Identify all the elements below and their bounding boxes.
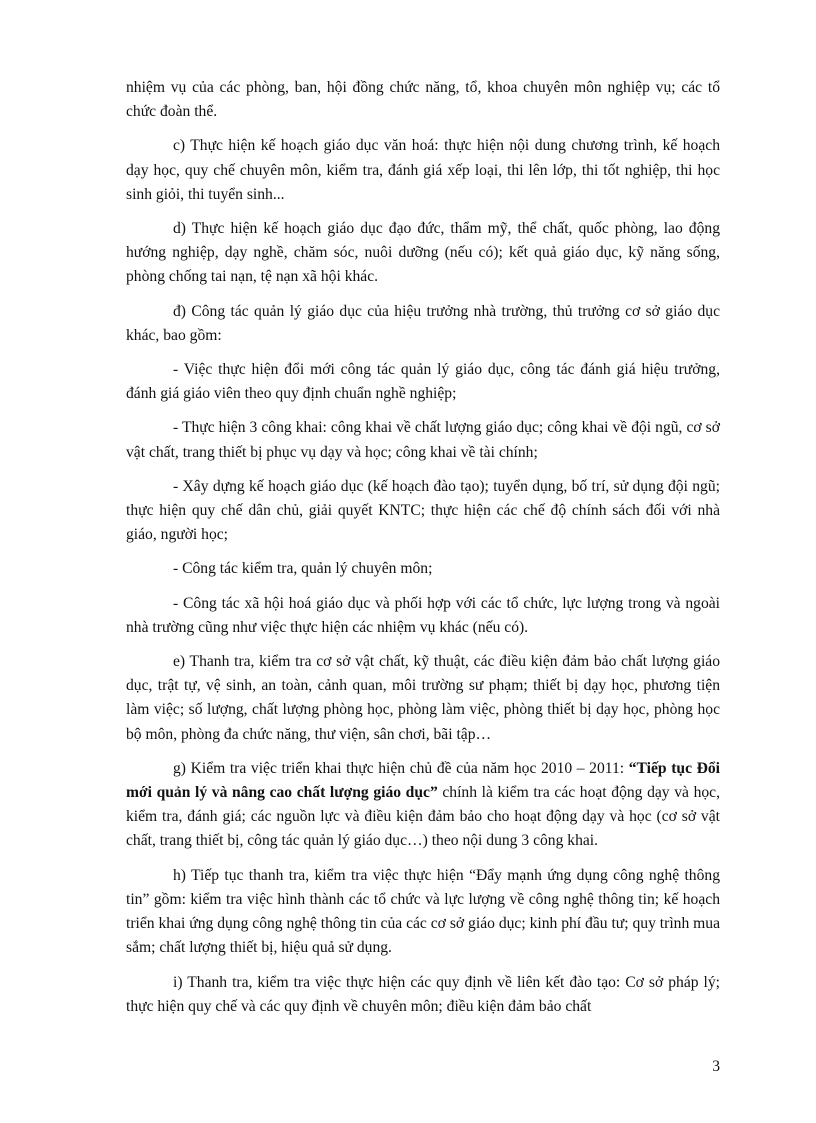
paragraph-dd: đ) Công tác quản lý giáo dục của hiệu trưởng nhà trường, thủ trưởng cơ sở giáo dục khác, bao gồm: xyxy=(126,302,720,344)
bullet-item-5: - Công tác xã hội hoá giáo dục và phối hợp với các tổ chức, lực lượng trong và ngoài nhà trường cũng như việc thực hiện các nhiệm vụ khác (nếu có). xyxy=(126,594,720,636)
page-number: 3 xyxy=(712,1058,720,1075)
paragraph-g xyxy=(126,757,720,854)
paragraph-g-theme: “Tiếp tục Đổi mới quản lý và nâng cao chất lượng giáo dục” xyxy=(126,759,720,802)
paragraph-i: i) Thanh tra, kiểm tra việc thực hiện các quy định về liên kết đào tạo: Cơ sở pháp lý; thực hiện quy chế và các quy định về chuyên môn; điều kiện đảm bảo chất xyxy=(126,973,720,1015)
paragraph-continuation: nhiệm vụ của các phòng, ban, hội đồng chức năng, tổ, khoa chuyên môn nghiệp vụ; các tổ chức đoàn thể. xyxy=(126,79,720,121)
document-page xyxy=(126,76,720,1029)
paragraph-e: e) Thanh tra, kiểm tra cơ sở vật chất, kỹ thuật, các điều kiện đảm bảo chất lượng giáo dục, trật tự, vệ sinh, an toàn, cảnh quan, môi trường sư phạm; thiết bị dạy học, phương tiện làm việc; số lượng, chất lượng phòng học, phòng làm việc, phòng thiết bị dạy học, phòng học bộ môn, phòng đa chức năng, thư viện, sân chơi, bãi tập… xyxy=(126,653,720,743)
bullet-item-1: - Việc thực hiện đổi mới công tác quản lý giáo dục, công tác đánh giá hiệu trưởng, đánh giá giáo viên theo quy định chuẩn nghề nghiệp; xyxy=(126,361,720,403)
bullet-item-2: - Thực hiện 3 công khai: công khai về chất lượng giáo dục; công khai về đội ngũ, cơ sở vật chất, trang thiết bị phục vụ dạy và học; công khai về tài chính; xyxy=(126,419,720,461)
paragraph-g-intro: g) Kiểm tra việc triển khai thực hiện chủ đề của năm học 2010 – 2011: xyxy=(173,759,629,777)
bullet-item-4: - Công tác kiểm tra, quản lý chuyên môn; xyxy=(173,560,433,578)
paragraph-d: d) Thực hiện kế hoạch giáo dục đạo đức, thẩm mỹ, thể chất, quốc phòng, lao động hướng nghiệp, dạy nghề, chăm sóc, nuôi dưỡng (nếu có); kết quả giáo dục, kỹ năng sống, phòng chống tai nạn, tệ nạn xã hội khác. xyxy=(126,220,720,286)
paragraph-h: h) Tiếp tục thanh tra, kiểm tra việc thực hiện “Đẩy mạnh ứng dụng công nghệ thông tin” gồm: kiểm tra việc hình thành các tổ chức và lực lượng về công nghệ thông tin; kế hoạch triển khai ứng dụng công nghệ thông tin của các cơ sở giáo dục; kinh phí đầu tư; quy trình mua sắm; chất lượng thiết bị, hiệu quả sử dụng. xyxy=(126,866,720,957)
paragraph-g-rest: chính là kiểm tra các hoạt động dạy và học, kiểm tra, đánh giá; các nguồn lực và điều kiện đảm bảo cho hoạt động dạy và học (cơ sở vật chất, trang thiết bị, công tác quản lý giáo dục…) theo nội dung 3 công khai. xyxy=(126,784,720,850)
bullet-item-3: - Xây dựng kế hoạch giáo dục (kế hoạch đào tạo); tuyển dụng, bố trí, sử dụng đội ngũ; thực hiện quy chế dân chủ, giải quyết KNTC; thực hiện các chế độ chính sách đối với nhà giáo, người học; xyxy=(126,477,720,544)
paragraph-c: c) Thực hiện kế hoạch giáo dục văn hoá: thực hiện nội dung chương trình, kế hoạch dạy học, quy chế chuyên môn, kiểm tra, đánh giá xếp loại, thi lên lớp, thi tốt nghiệp, thi học sinh giỏi, thi tuyển sinh... xyxy=(126,137,720,203)
